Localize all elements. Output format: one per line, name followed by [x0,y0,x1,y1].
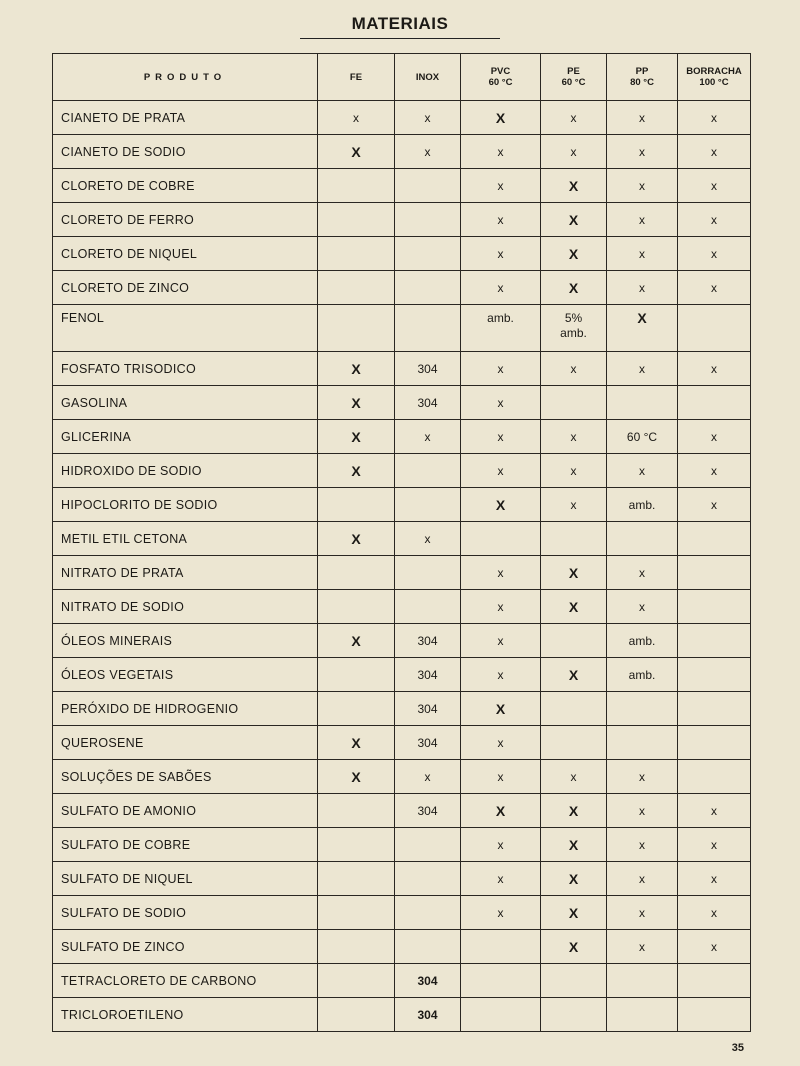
inox-cell: 304 [395,998,461,1032]
table-row [53,794,751,828]
fe-cell [318,237,395,271]
pvc-cell: x [461,828,541,862]
fe-cell [318,203,395,237]
fe-cell: X [318,760,395,794]
inox-cell: x [395,760,461,794]
pe-cell: X [541,271,607,305]
header-borracha [678,54,751,101]
table-row [53,726,751,760]
pp-cell [607,726,678,760]
pvc-cell: x [461,556,541,590]
pe-cell: X [541,896,607,930]
pe-cell: x [541,454,607,488]
pvc-cell: x [461,420,541,454]
borracha-cell [678,556,751,590]
product-cell: CIANETO DE PRATA [53,101,318,135]
header-pvc [461,54,541,101]
pp-cell: x [607,930,678,964]
table-row [53,271,751,305]
inox-cell [395,237,461,271]
page-title: MATERIAIS [351,14,449,33]
product-cell: CLORETO DE FERRO [53,203,318,237]
header-pvc-name: PVC [490,66,511,77]
pp-cell: x [607,352,678,386]
product-cell: CLORETO DE COBRE [53,169,318,203]
borracha-cell [678,692,751,726]
pvc-cell: x [461,896,541,930]
borracha-cell [678,998,751,1032]
borracha-cell: x [678,101,751,135]
pvc-cell [461,964,541,998]
pe-cell: X [541,930,607,964]
fe-cell [318,556,395,590]
inox-cell: x [395,522,461,556]
table-row [53,556,751,590]
pe-cell: X [541,556,607,590]
header-pe-temp: 60 °C [561,77,586,88]
borracha-cell [678,305,751,352]
pvc-cell: amb. [461,305,541,352]
fe-cell [318,828,395,862]
pvc-cell: x [461,862,541,896]
inox-cell: 304 [395,386,461,420]
fe-cell [318,305,395,352]
pe-cell: x [541,135,607,169]
inox-cell: 304 [395,692,461,726]
product-cell: HIPOCLORITO DE SODIO [53,488,318,522]
product-cell: TRICLOROETILENO [53,998,318,1032]
inox-cell: 304 [395,794,461,828]
header-pe-name: PE [567,66,580,77]
pe-cell: x [541,488,607,522]
product-cell: NITRATO DE SODIO [53,590,318,624]
pp-cell: x [607,590,678,624]
product-cell: FOSFATO TRISODICO [53,352,318,386]
fe-cell [318,896,395,930]
inox-cell [395,862,461,896]
pp-cell: x [607,760,678,794]
table-row [53,896,751,930]
product-cell: SULFATO DE ZINCO [53,930,318,964]
table-row [53,862,751,896]
table-row [53,420,751,454]
header-borracha-temp: 100 °C [699,77,729,88]
inox-cell [395,930,461,964]
pvc-cell: x [461,237,541,271]
pe-cell: 5% amb. [541,305,607,352]
pvc-cell: X [461,101,541,135]
product-cell: SULFATO DE AMONIO [53,794,318,828]
product-cell: SULFATO DE SODIO [53,896,318,930]
pe-cell [541,386,607,420]
header-inox: INOX [395,54,461,101]
borracha-cell: x [678,237,751,271]
borracha-cell [678,590,751,624]
pe-cell [541,624,607,658]
pp-cell: x [607,101,678,135]
pvc-cell: x [461,352,541,386]
inox-cell [395,169,461,203]
inox-cell [395,271,461,305]
fe-cell [318,930,395,964]
pe-cell: X [541,658,607,692]
fe-cell [318,271,395,305]
header-pp-name: PP [635,66,649,77]
pp-cell: x [607,237,678,271]
product-cell: NITRATO DE PRATA [53,556,318,590]
pvc-cell: x [461,726,541,760]
inox-cell [395,556,461,590]
table-row [53,454,751,488]
header-pe [541,54,607,101]
table-row [53,488,751,522]
table-row [53,930,751,964]
pe-cell: X [541,794,607,828]
pp-cell: x [607,794,678,828]
table-row [53,305,751,352]
fe-cell: X [318,386,395,420]
fe-cell [318,169,395,203]
fe-cell [318,658,395,692]
table-row [53,237,751,271]
fe-cell [318,794,395,828]
inox-cell: x [395,101,461,135]
pvc-cell: x [461,386,541,420]
fe-cell: X [318,522,395,556]
page-number: 35 [731,1042,744,1054]
product-cell: QUEROSENE [53,726,318,760]
pp-cell: amb. [607,624,678,658]
borracha-cell [678,522,751,556]
product-cell: GASOLINA [53,386,318,420]
inox-cell: 304 [395,624,461,658]
pp-cell: x [607,896,678,930]
table-row [53,135,751,169]
pp-cell [607,386,678,420]
fe-cell [318,692,395,726]
header-pvc-temp: 60 °C [488,77,513,88]
pe-cell: x [541,101,607,135]
table-row [53,169,751,203]
fe-cell [318,488,395,522]
pvc-cell: x [461,203,541,237]
borracha-cell: x [678,271,751,305]
inox-cell: 304 [395,964,461,998]
pe-cell: X [541,203,607,237]
fe-cell: X [318,420,395,454]
borracha-cell [678,386,751,420]
pp-cell: x [607,862,678,896]
pp-cell [607,692,678,726]
pe-cell [541,964,607,998]
pp-cell: 60 °C [607,420,678,454]
borracha-cell: x [678,454,751,488]
pe-cell: X [541,590,607,624]
fe-cell: X [318,624,395,658]
table-row [53,101,751,135]
pp-cell [607,964,678,998]
borracha-cell: x [678,794,751,828]
borracha-cell: x [678,896,751,930]
fe-cell: X [318,352,395,386]
inox-cell [395,203,461,237]
product-cell: HIDROXIDO DE SODIO [53,454,318,488]
inox-cell [395,590,461,624]
borracha-cell: x [678,828,751,862]
inox-cell: 304 [395,658,461,692]
pp-cell [607,522,678,556]
product-cell: ÓLEOS VEGETAIS [53,658,318,692]
borracha-cell [678,760,751,794]
product-cell: METIL ETIL CETONA [53,522,318,556]
pp-cell: x [607,828,678,862]
pp-cell: X [607,305,678,352]
table-row [53,692,751,726]
product-cell: GLICERINA [53,420,318,454]
inox-cell [395,896,461,930]
pp-cell: x [607,454,678,488]
borracha-cell: x [678,862,751,896]
borracha-cell: x [678,930,751,964]
fe-cell: X [318,726,395,760]
pe-cell: X [541,828,607,862]
pp-cell [607,998,678,1032]
pe-cell: x [541,352,607,386]
pe-cell [541,726,607,760]
table-row [53,658,751,692]
pe-cell [541,998,607,1032]
table-row [53,964,751,998]
product-cell: CLORETO DE NIQUEL [53,237,318,271]
fe-cell: X [318,135,395,169]
table-row [53,828,751,862]
product-cell: ÓLEOS MINERAIS [53,624,318,658]
borracha-cell [678,658,751,692]
pvc-cell: x [461,624,541,658]
title-underline [300,38,500,39]
pvc-cell: X [461,488,541,522]
inox-cell: x [395,420,461,454]
pe-cell: x [541,420,607,454]
inox-cell: x [395,135,461,169]
borracha-cell: x [678,420,751,454]
inox-cell [395,828,461,862]
table-row [53,998,751,1032]
table-row [53,760,751,794]
table-body [53,101,751,1032]
borracha-cell: x [678,352,751,386]
product-cell: TETRACLORETO DE CARBONO [53,964,318,998]
borracha-cell [678,624,751,658]
table-row [53,386,751,420]
pvc-cell: x [461,760,541,794]
pe-cell: X [541,237,607,271]
product-cell: FENOL [53,305,318,352]
header-pp-temp: 80 °C [630,77,654,88]
product-cell: SULFATO DE NIQUEL [53,862,318,896]
pvc-cell: x [461,590,541,624]
pe-cell: X [541,169,607,203]
fe-cell [318,590,395,624]
pe-cell [541,692,607,726]
pvc-cell [461,522,541,556]
pp-cell: x [607,203,678,237]
borracha-cell: x [678,488,751,522]
pp-cell: x [607,556,678,590]
pp-cell: amb. [607,658,678,692]
fe-cell [318,998,395,1032]
product-cell: PERÓXIDO DE HIDROGENIO [53,692,318,726]
product-cell: SOLUÇÕES DE SABÕES [53,760,318,794]
inox-cell [395,454,461,488]
inox-cell: 304 [395,352,461,386]
pe-cell: x [541,760,607,794]
pp-cell: x [607,135,678,169]
header-fe: FE [318,54,395,101]
header-produto: PRODUTO [53,54,318,101]
pvc-cell: X [461,692,541,726]
pvc-cell: x [461,271,541,305]
borracha-cell [678,964,751,998]
table-row [53,590,751,624]
header-borracha-name: BORRACHA [686,66,742,77]
table-row [53,522,751,556]
borracha-cell: x [678,135,751,169]
pvc-cell: x [461,135,541,169]
fe-cell [318,862,395,896]
fe-cell: X [318,454,395,488]
table-row [53,352,751,386]
pe-cell: X [541,862,607,896]
inox-cell [395,488,461,522]
pp-cell: amb. [607,488,678,522]
table-row [53,624,751,658]
header-row [53,54,751,101]
inox-cell: 304 [395,726,461,760]
borracha-cell: x [678,203,751,237]
inox-cell [395,305,461,352]
header-pp [607,54,678,101]
product-cell: SULFATO DE COBRE [53,828,318,862]
table-row [53,203,751,237]
fe-cell [318,964,395,998]
pe-cell [541,522,607,556]
borracha-cell [678,726,751,760]
pp-cell: x [607,169,678,203]
fe-cell: x [318,101,395,135]
pvc-cell [461,998,541,1032]
materials-table [52,53,751,1032]
pvc-cell: x [461,658,541,692]
borracha-cell: x [678,169,751,203]
pvc-cell: x [461,454,541,488]
pvc-cell: X [461,794,541,828]
product-cell: CIANETO DE SODIO [53,135,318,169]
pvc-cell: x [461,169,541,203]
pvc-cell [461,930,541,964]
pp-cell: x [607,271,678,305]
product-cell: CLORETO DE ZINCO [53,271,318,305]
